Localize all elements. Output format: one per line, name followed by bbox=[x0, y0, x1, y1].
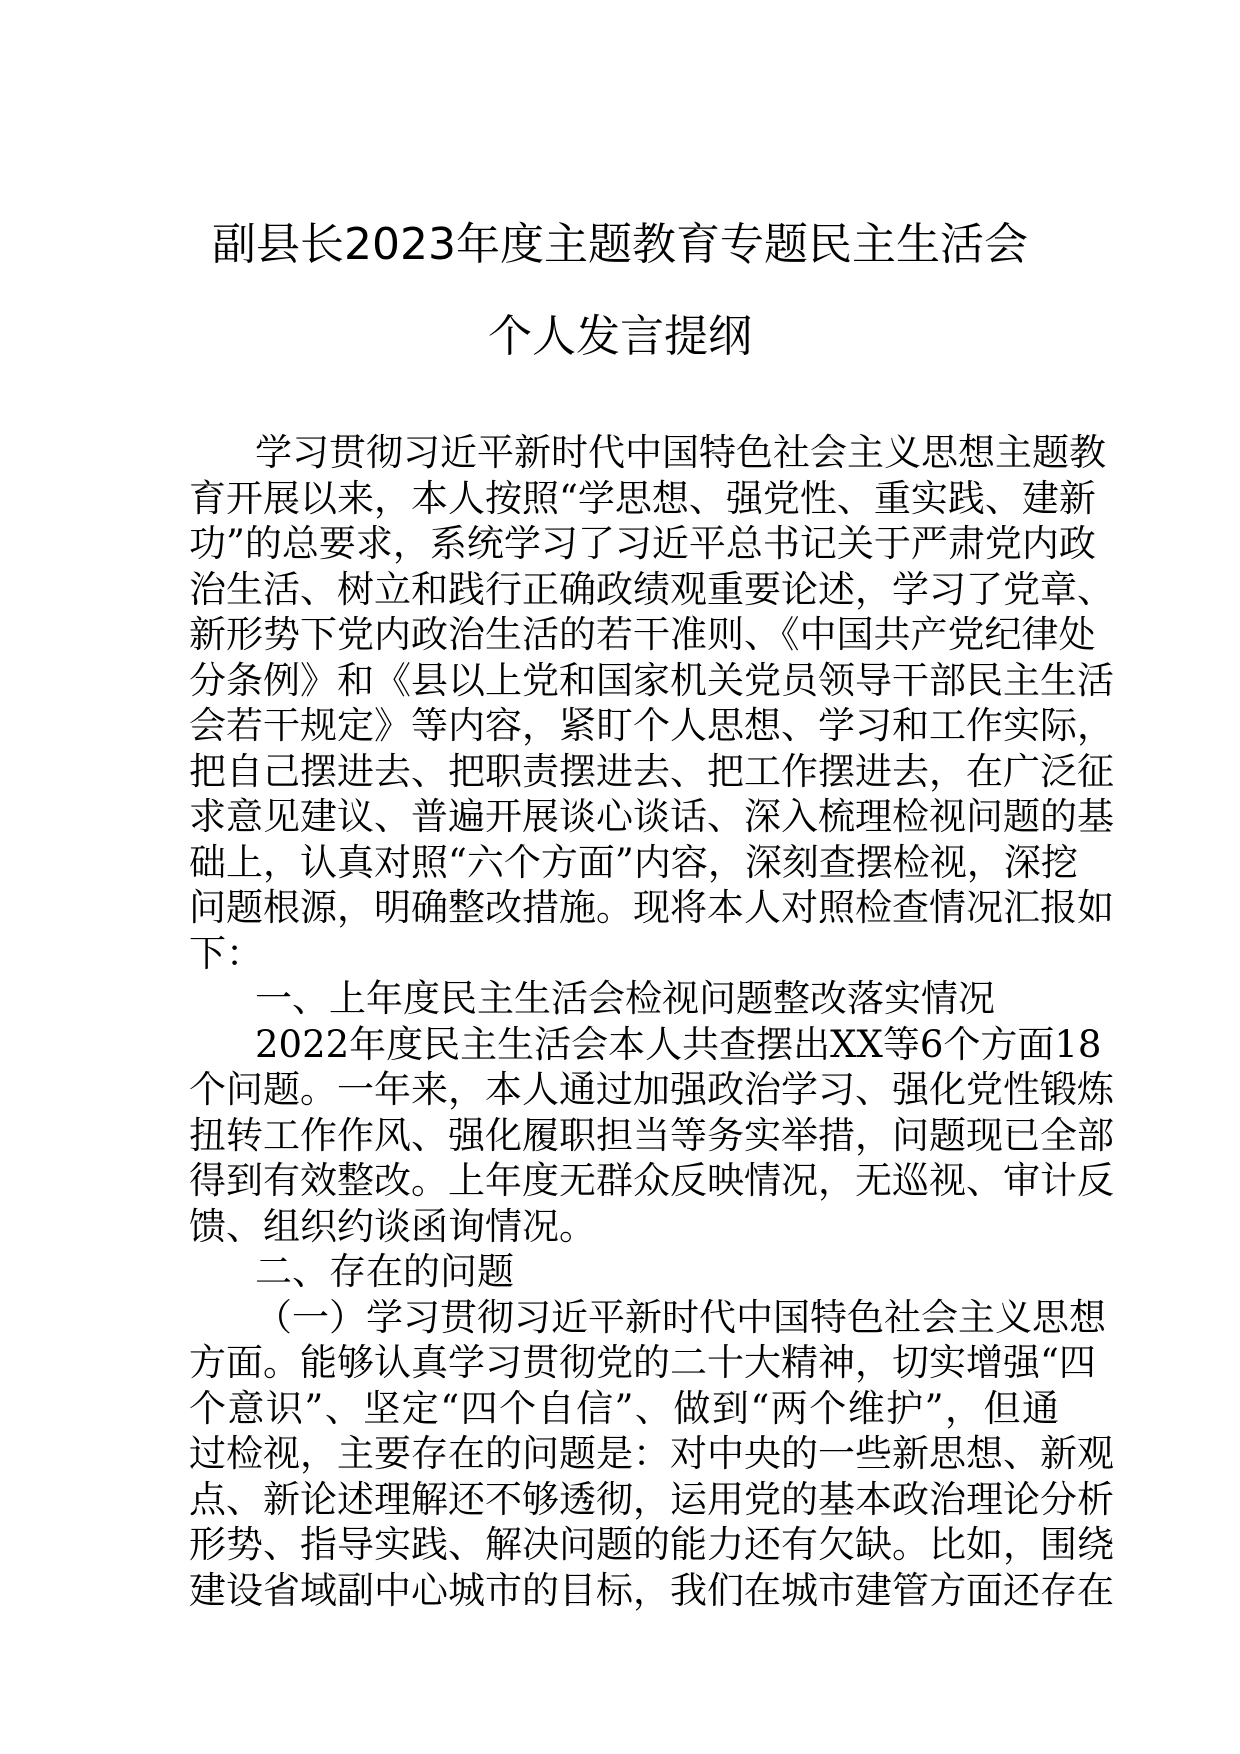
text-line: 2022年度民主生活会本人共查摆出XX等6个方面18 bbox=[255, 1022, 1102, 1066]
text-line: 新形势下党内政治生活的若干准则、《中国共产党纪律处 bbox=[189, 613, 1096, 656]
text-line: 建设省域副中心城市的目标，我们在城市建管方面还存在 bbox=[189, 1568, 1114, 1612]
text-line: 一、上年度民主生活会检视问题整改落实情况 bbox=[255, 977, 995, 1020]
text-line: 个问题。一年来，本人通过加强政治学习、强化党性锻炼 bbox=[189, 1068, 1114, 1111]
text-line: 治生活、树立和践行正确政绩观重要论述，学习了党章、 bbox=[189, 567, 1114, 611]
text-line: 求意见建议、普遍开展谈心谈话、深入梳理检视问题的基 bbox=[189, 795, 1114, 838]
text-line: 馈、组织约谈函询情况。 bbox=[189, 1204, 596, 1248]
text-line: 问题根源，明确整改措施。现将本人对照检查情况汇报如 bbox=[189, 886, 1114, 929]
document-title-line-1: 副县长2023年度主题教育专题民主生活会 bbox=[212, 219, 1028, 270]
text-line: 二、存在的问题 bbox=[255, 1250, 514, 1293]
document-title-line-2: 个人发言提纲 bbox=[488, 311, 752, 362]
text-line: 分条例》和《县以上党和国家机关党员领导干部民主生活 bbox=[189, 658, 1114, 702]
text-line: 形势、指导实践、解决问题的能力还有欠缺。比如，围绕 bbox=[189, 1523, 1114, 1566]
text-line: （一）学习贯彻习近平新时代中国特色社会主义思想 bbox=[255, 1295, 1106, 1339]
text-line: 过检视，主要存在的问题是：对中央的一些新思想、新观 bbox=[189, 1432, 1114, 1475]
text-line: 础上，认真对照“六个方面”内容，深刻查摆检视，深挖 bbox=[189, 840, 1078, 884]
text-line: 功”的总要求，系统学习了习近平总书记关于严肃党内政 bbox=[189, 522, 1096, 565]
text-line: 育开展以来，本人按照“学思想、强党性、重实践、建新 bbox=[189, 476, 1096, 520]
text-line: 下： bbox=[189, 931, 263, 975]
text-line: 个意识”、坚定“四个自信”、做到“两个维护”，但通 bbox=[189, 1386, 1059, 1430]
text-line: 点、新论述理解还不够透彻，运用党的基本政治理论分析 bbox=[189, 1477, 1114, 1521]
text-line: 得到有效整改。上年度无群众反映情况，无巡视、审计反 bbox=[189, 1159, 1114, 1202]
text-line: 方面。能够认真学习贯彻党的二十大精神，切实增强“四 bbox=[189, 1341, 1096, 1384]
text-line: 扭转工作作风、强化履职担当等务实举措，问题现已全部 bbox=[189, 1113, 1114, 1157]
document-body bbox=[189, 430, 1114, 1613]
text-line: 会若干规定》等内容，紧盯个人思想、学习和工作实际， bbox=[189, 704, 1114, 747]
text-line: 学习贯彻习近平新时代中国特色社会主义思想主题教 bbox=[255, 431, 1106, 474]
text-line: 把自己摆进去、把职责摆进去、把工作摆进去，在广泛征 bbox=[189, 749, 1114, 793]
